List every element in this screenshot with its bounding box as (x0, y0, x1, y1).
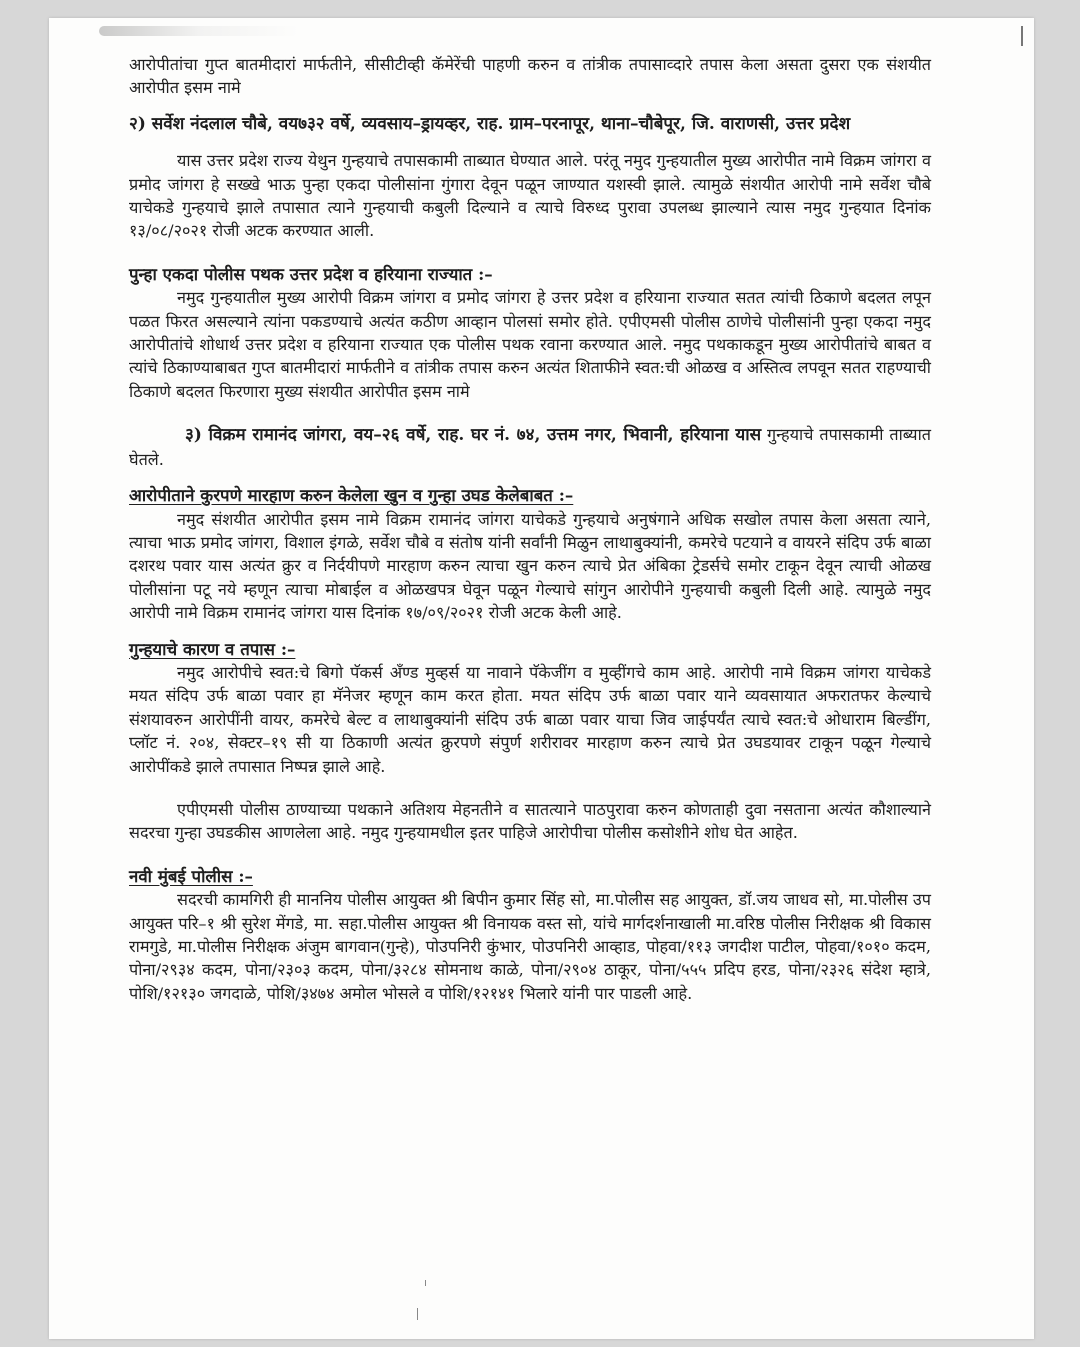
accused-three-rest: गुन्हयाचे तपासकामी ताब्यात घेतले. (129, 425, 931, 469)
accused-three: ३) विक्रम रामानंद जांगरा, वय–२६ वर्षे, राह. घर नं. ७४, उत्तम नगर, भिवानी, हरियाना यास (185, 425, 762, 446)
scan-speck (425, 1280, 426, 1286)
accused-two: २) सर्वेश नंदलाल चौबे, वय७३२ वर्षे, व्यवसाय–ड्रायव्हर, राह. ग्राम–परनापूर, थाना–चौबेपूर, जि. वाराणसी, उत्तर प्रदेश (129, 113, 851, 134)
paragraph-murder-revealed: नमुद संशयीत आरोपीत इसम नामे विक्रम रामानंद जांगरा याचेकडे गुन्हयाचे अनुषंगाने अधिक सखोल तपास केला असता त्याने, त्याचा भाऊ प्रमोद जांगरा, विशाल इंगळे, सर्वेश चौबे व संतोष यांनी सर्वांनी मिळुन लाथाबुक्यांनी, कमरेचे पटयाने व वायरने संदिप उर्फ बाळा दशरथ पवार यास अत्यंत क्रुर व निर्दयीपणे मारहाण करुन त्याचा खुन करुन त्याचे प्रेत अंबिका ट्रेडर्सचे समोर टाकून देवून त्याची ओळख पोलीसांना पटू नये म्हणून त्याचा मोबाईल व ओळखपत्र घेवून पळून गेल्याचे सांगुन आरोपीने गुन्हयाची कबुली दिली आहे. त्यामुळे नमुद आरोपी नामे विक्रम रामानंद जांगरा यास दिनांक १७/०९/२०२१ रोजी अटक केली आहे. (129, 509, 931, 623)
document-page (49, 18, 1034, 1339)
heading-navi-mumbai-police: नवी मुंबई पोलीस :– (129, 865, 253, 886)
heading-police-team: पुन्हा एकदा पोलीस पथक उत्तर प्रदेश व हरियाना राज्यात :– (129, 263, 493, 284)
intro-paragraph: आरोपीतांचा गुप्त बातमीदारां मार्फतीने, सीसीटीव्ही कॅमेरेंची पाहणी करुन व तांत्रीक तपासाव्दारे तपास केला असता दुसरा एक संशयीत आरोपीत इसम नामे (129, 55, 931, 98)
paragraph-motive: नमुद आरोपीचे स्वत:चे बिगो पॅकर्स अँण्ड मुव्हर्स या नावाने पॅकेजींग व मुव्हींगचे काम आहे. आरोपी नामे विक्रम जांगरा याचेकडे मयत संदिप उर्फ बाळा पवार हा मॅनेजर म्हणून काम करत होता. मयत संदिप उर्फ बाळा पवार याने व्यवसायात अफरातफर केल्याचे संशयावरुन आरोपींनी वायर, कमरेचे बेल्ट व लाथाबुक्यांनी संदिप उर्फ बाळा पवार याचा जिव जाईपर्यंत त्याचे स्वत:चे ओधाराम बिल्डींग, प्लॉट नं. २०४, सेक्टर–१९ सी या ठिकाणी अत्यंत क्रुरपणे संपुर्ण शरीरावर मारहाण करुन त्याचे प्रेत उघडयावर टाकून पळून गेल्याचे आरोपींकडे झाले तपासात निष्पन्न झाले आहे. (129, 662, 931, 776)
scan-edge-mark (1021, 26, 1028, 46)
paragraph-arrest-sarvesh: यास उत्तर प्रदेश राज्य येथुन गुन्हयाचे तपासकामी ताब्यात घेण्यात आले. परंतू नमुद गुन्हयातील मुख्य आरोपीत नामे विक्रम जांगरा व प्रमोद जांगरा हे सख्खे भाऊ पुन्हा एकदा पोलीसांना गुंगारा देवून पळून जाण्यात यशस्वी झाले. त्यामुळे संशयीत आरोपी नामे सर्वेश चौबे याचेकडे गुन्हयाचे झाले तपासात त्याने गुन्हयाची कबुली दिल्याने व त्याचे विरुध्द पुरावा उपलब्ध झाल्याने त्यास नमुद गुन्हयात दिनांक १३/०८/२०२१ रोजी अटक करण्यात आली. (129, 151, 931, 241)
accused-three-block (129, 423, 931, 471)
paragraph-apmc-team: एपीएमसी पोलीस ठाण्याच्या पथकाने अतिशय मेहनतीने व सातत्याने पाठपुरावा करुन कोणताही दुवा नसताना अत्यंत कौशाल्याने सदरचा गुन्हा उघडकीस आणलेला आहे. नमुद गुन्हयामधील इतर पाहिजे आरोपीचा पोलीस कसोशीने शोध घेत आहेत. (129, 799, 931, 843)
document-body (129, 53, 931, 1005)
paragraph-police-team: नमुद गुन्हयातील मुख्य आरोपी विक्रम जांगरा व प्रमोद जांगरा हे उत्तर प्रदेश व हरियाना राज्यात सतत त्यांची ठिकाणे बदलत लपून पळत फिरत असल्याने त्यांना पकडण्याचे अत्यंत कठीण आव्हान पोलसां समोर होते. एपीएमसी पोलीस ठाणेचे पोलीसांनी पुन्हा एकदा नमुद आरोपीतांचे शोधार्थ उत्तर प्रदेश व हरियाना राज्यात एक पोलीस पथक रवाना करण्यात आले. नमुद पथकाकडून मुख्य आरोपीतांचे बाबत व त्यांचे ठिकाण्याबाबत गुप्त बातमीदारां मार्फतीने व तांत्रीक तपास करुन अत्यंत शिताफीने स्वत:ची ओळख व अस्तित्व लपवून सतत राहण्याची ठिकाणे बदलत फिरणारा मुख्य संशयीत आरोपीत इसम नामे (129, 288, 931, 401)
paragraph-credits: सदरची कामगिरी ही माननिय पोलीस आयुक्त श्री बिपीन कुमार सिंह सो, मा.पोलीस सह आयुक्त, डॉ.जय जाधव सो, मा.पोलीस उप आयुक्त परि–१ श्री सुरेश मेंगडे, मा. सहा.पोलीस आयुक्त श्री विनायक वस्त सो, यांचे मार्गदर्शनाखाली मा.वरिष्ठ पोलीस निरीक्षक श्री विकास रामगुडे, मा.पोलीस निरीक्षक अंजुम बागवान(गुन्हे), पोउपनिरी कुंभार, पोउपनिरी आव्हाड, पोहवा/११३ जगदीश पाटील, पोहवा/१०१० कदम, पोना/२९३४ कदम, पोना/२३०३ कदम, पोना/३२८४ सोमनाथ काळे, पोना/२९०४ ठाकूर, पोना/५५५ प्रदिप हरड, पोना/२३२६ संदेश म्हात्रे, पोशि/१२१३० जगदाळे, पोशि/३४७४ अमोल भोसले व पोशि/१२१४१ भिलारे यांनी पार पाडली आहे. (129, 890, 932, 1003)
heading-murder-revealed: आरोपीताने कुरपणे मारहाण करुन केलेला खुन व गुन्हा उघड केलेबाबत :– (129, 485, 574, 506)
scan-smudge (99, 26, 299, 36)
heading-motive: गुन्हयाचे कारण व तपास :– (129, 638, 296, 659)
scan-speck (417, 1308, 418, 1320)
